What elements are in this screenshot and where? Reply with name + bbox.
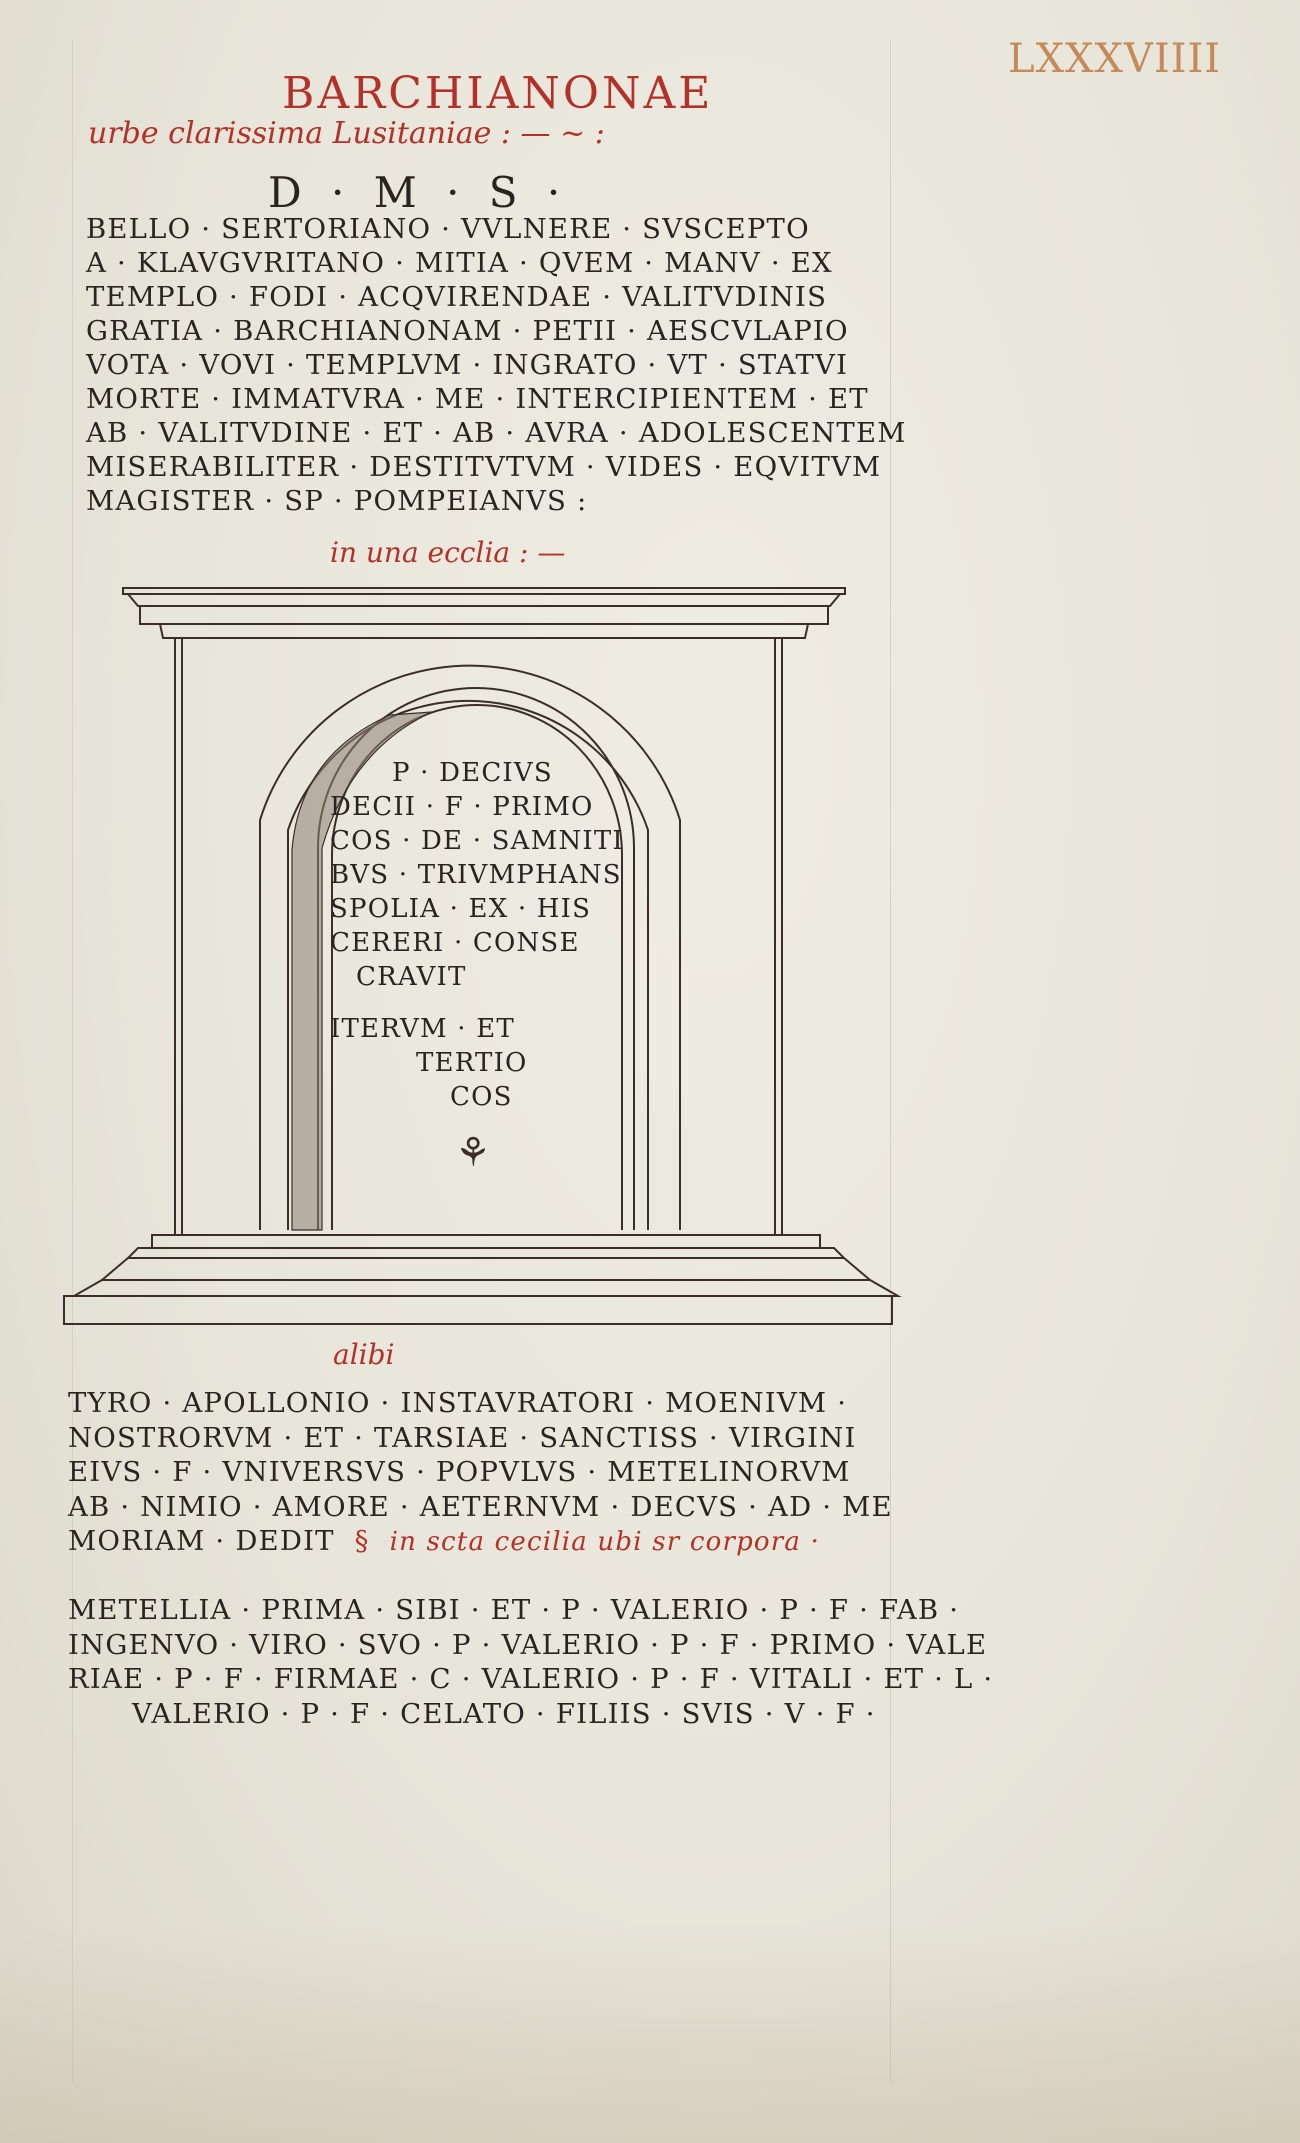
inscription1: [86, 212, 907, 518]
inscription-line: A · KLAVGVRITANO · MITIA · QVEM · MANV · EX: [86, 247, 833, 279]
inscription-line: NOSTRORVM · ET · TARSIAE · SANCTISS · VIRGINI: [68, 1421, 857, 1454]
arch-inscription-line: BVS · TRIVMPHANS: [330, 860, 622, 890]
step-3: [102, 1258, 870, 1280]
arch-inscription-line: P · DECIVS: [392, 758, 553, 788]
inscription-line: TEMPLO · FODI · ACQVIRENDAE · VALITVDINIS: [86, 281, 828, 313]
inscription2: [68, 1386, 893, 1559]
section-mark-icon: §: [354, 1525, 370, 1557]
step-4: [74, 1280, 898, 1296]
step-2: [128, 1248, 844, 1258]
arch-inscription-line: SPOLIA · EX · HIS: [330, 894, 592, 924]
inscription-line: INGENVO · VIRO · SVO · P · VALERIO · P · F · PRIMO · VALE: [68, 1628, 988, 1661]
arch-inscription-line: COS · DE · SAMNITI: [330, 826, 624, 856]
inscription-line-last: [68, 1524, 893, 1559]
inscription-line: EIVS · F · VNIVERSVS · POPVLVS · METELINORVM: [68, 1456, 851, 1488]
arch-inscription-line: CERERI · CONSE: [330, 928, 580, 958]
inscription-line: METELLIA · PRIMA · SIBI · ET · P · VALERIO · P · F · FAB ·: [68, 1594, 960, 1626]
step-1: [152, 1235, 820, 1248]
inscription-line: VALERIO · P · F · CELATO · FILIIS · SVIS · V · F ·: [132, 1697, 876, 1730]
inscription-line: BELLO · SERTORIANO · VVLNERE · SVSCEPTO: [86, 213, 810, 245]
inscription-line: RIAE · P · F · FIRMAE · C · VALERIO · P · F · VITALI · ET · L ·: [68, 1663, 994, 1695]
inscription-line: GRATIA · BARCHIANONAM · PETII · AESCVLAPIO: [86, 315, 849, 347]
cornice-mid: [128, 594, 840, 606]
arch-inscription-line: CRAVIT: [356, 962, 467, 992]
note-in-ecclesia: in una ecclia : —: [330, 536, 566, 569]
page-subtitle: urbe clarissima Lusitaniae : — ~ :: [88, 116, 605, 151]
arch-inscription-sub: COS: [450, 1082, 513, 1112]
arch-inscription-sub: ITERVM · ET: [330, 1014, 515, 1044]
note-alibi: alibi: [333, 1338, 395, 1371]
inscription3: [68, 1593, 993, 1731]
inscription-line: MISERABILITER · DESTITVTVM · VIDES · EQVITVM: [86, 451, 882, 483]
arch-inscription-sub: TERTIO: [416, 1048, 528, 1078]
folio-number: LXXXVIIII: [1008, 36, 1222, 82]
ornament-icon: ⚘: [455, 1130, 491, 1176]
inscription-line: TYRO · APOLLONIO · INSTAVRATORI · MOENIVM ·: [68, 1387, 848, 1419]
inscription-last-text: MORIAM · DEDIT: [68, 1525, 335, 1557]
arch-inscription: [330, 756, 624, 1114]
inscription-line: MAGISTER · SP · POMPEIANVS :: [86, 485, 588, 517]
inscription-line: AB · VALITVDINE · ET · AB · AVRA · ADOLESCENTEM: [86, 417, 907, 449]
cornice-lower: [160, 624, 808, 638]
parchment-stain: [0, 1923, 1300, 2143]
arch-inscription-line: DECII · F · PRIMO: [330, 792, 594, 822]
inscription-line: AB · NIMIO · AMORE · AETERNVM · DECVS · AD · ME: [68, 1490, 893, 1523]
inscription-line: VOTA · VOVI · TEMPLVM · INGRATO · VT · STATVI: [86, 349, 849, 381]
inline-note: in scta cecilia ubi sr corpora ·: [389, 1527, 821, 1557]
cornice-band: [140, 606, 828, 624]
inscription-line: MORTE · IMMATVRA · ME · INTERCIPIENTEM · ET: [86, 383, 869, 415]
page-title: BARCHIANONAE: [282, 68, 714, 119]
base-plinth: [64, 1296, 892, 1324]
inscription1-opening: D · M · S ·: [268, 168, 569, 217]
